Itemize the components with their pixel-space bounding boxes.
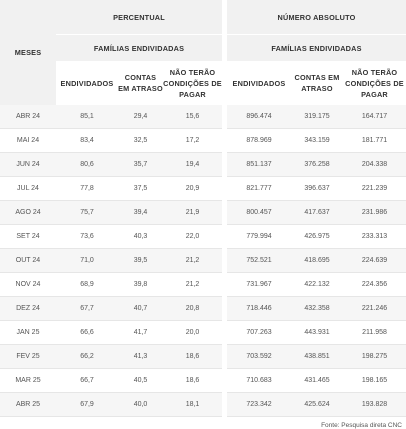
table-row	[0, 225, 406, 249]
cell-pct-nao: 19,4	[163, 153, 223, 177]
cell-pct-end: 85,1	[56, 105, 118, 129]
cell-abs-atraso: 418.695	[291, 249, 343, 273]
cell-mes: ABR 25	[0, 393, 56, 417]
cell-mes: MAR 25	[0, 369, 56, 393]
table-row	[0, 393, 406, 417]
table-row	[0, 153, 406, 177]
cell-pct-atraso: 40,0	[118, 393, 163, 417]
cell-abs-atraso: 319.175	[291, 105, 343, 129]
cell-abs-atraso: 417.637	[291, 201, 343, 225]
table-row	[0, 105, 406, 129]
table-row	[0, 129, 406, 153]
cell-pct-nao: 15,6	[163, 105, 223, 129]
cell-pct-end: 83,4	[56, 129, 118, 153]
cell-abs-atraso: 425.624	[291, 393, 343, 417]
cell-abs-end: 752.521	[227, 249, 291, 273]
cell-abs-atraso: 431.465	[291, 369, 343, 393]
cell-mes: JAN 25	[0, 321, 56, 345]
cell-mes: NOV 24	[0, 273, 56, 297]
cell-abs-nao: 211.958	[343, 321, 406, 345]
cell-pct-atraso: 40,7	[118, 297, 163, 321]
table-body	[0, 105, 406, 417]
cell-abs-nao: 198.165	[343, 369, 406, 393]
cell-pct-atraso: 37,5	[118, 177, 163, 201]
cell-abs-nao: 198.275	[343, 345, 406, 369]
cell-abs-end: 718.446	[227, 297, 291, 321]
col-header-endividados-abs: ENDIVIDADOS	[227, 61, 291, 105]
cell-mes: OUT 24	[0, 249, 56, 273]
percentual-header: PERCENTUAL	[56, 0, 223, 35]
cell-pct-nao: 17,2	[163, 129, 223, 153]
cell-abs-nao: 221.239	[343, 177, 406, 201]
cell-mes: DEZ 24	[0, 297, 56, 321]
cell-abs-atraso: 343.159	[291, 129, 343, 153]
absoluto-header: NÚMERO ABSOLUTO	[227, 0, 406, 35]
cell-abs-nao: 224.356	[343, 273, 406, 297]
cell-mes: FEV 25	[0, 345, 56, 369]
cell-abs-atraso: 426.975	[291, 225, 343, 249]
cell-pct-nao: 20,8	[163, 297, 223, 321]
cell-mes: JUL 24	[0, 177, 56, 201]
cell-pct-end: 73,6	[56, 225, 118, 249]
cell-abs-end: 703.592	[227, 345, 291, 369]
cell-abs-nao: 193.828	[343, 393, 406, 417]
cell-abs-atraso: 443.931	[291, 321, 343, 345]
col-header-endividados-pct: ENDIVIDADOS	[56, 61, 118, 105]
cell-pct-end: 68,9	[56, 273, 118, 297]
cell-pct-nao: 20,9	[163, 177, 223, 201]
col-header-atraso-pct: CONTAS EM ATRASO	[118, 61, 163, 105]
cell-pct-end: 66,2	[56, 345, 118, 369]
cell-abs-nao: 164.717	[343, 105, 406, 129]
cell-abs-nao: 231.986	[343, 201, 406, 225]
col-header-nao-pagar-abs: NÃO TERÃO CONDIÇÕES DE PAGAR	[343, 61, 406, 105]
cell-pct-atraso: 41,3	[118, 345, 163, 369]
cell-abs-end: 896.474	[227, 105, 291, 129]
cell-pct-nao: 18,6	[163, 345, 223, 369]
cell-abs-end: 878.969	[227, 129, 291, 153]
cell-pct-nao: 21,2	[163, 273, 223, 297]
cell-pct-atraso: 39,5	[118, 249, 163, 273]
cell-pct-nao: 21,9	[163, 201, 223, 225]
cell-pct-nao: 18,6	[163, 369, 223, 393]
cell-abs-end: 851.137	[227, 153, 291, 177]
cell-abs-end: 707.263	[227, 321, 291, 345]
cell-abs-end: 800.457	[227, 201, 291, 225]
cell-abs-end: 821.777	[227, 177, 291, 201]
table-row	[0, 345, 406, 369]
cell-pct-end: 77,8	[56, 177, 118, 201]
cell-pct-nao: 20,0	[163, 321, 223, 345]
cell-pct-nao: 21,2	[163, 249, 223, 273]
cell-pct-end: 80,6	[56, 153, 118, 177]
cell-pct-nao: 18,1	[163, 393, 223, 417]
table-row	[0, 249, 406, 273]
table-row	[0, 369, 406, 393]
cell-pct-atraso: 35,7	[118, 153, 163, 177]
cell-pct-end: 66,6	[56, 321, 118, 345]
cell-abs-end: 731.967	[227, 273, 291, 297]
cell-pct-end: 71,0	[56, 249, 118, 273]
cell-pct-end: 67,7	[56, 297, 118, 321]
cell-mes: MAI 24	[0, 129, 56, 153]
cell-abs-atraso: 422.132	[291, 273, 343, 297]
cell-abs-atraso: 438.851	[291, 345, 343, 369]
cell-pct-atraso: 39,8	[118, 273, 163, 297]
cell-pct-end: 66,7	[56, 369, 118, 393]
cell-abs-nao: 221.246	[343, 297, 406, 321]
cell-abs-atraso: 432.358	[291, 297, 343, 321]
table-row	[0, 321, 406, 345]
cell-abs-nao: 181.771	[343, 129, 406, 153]
cell-pct-atraso: 40,3	[118, 225, 163, 249]
source-note: Fonte: Pesquisa direta CNC	[321, 422, 402, 429]
cell-pct-atraso: 41,7	[118, 321, 163, 345]
familias-header-abs: FAMÍLIAS ENDIVIDADAS	[227, 35, 406, 62]
cell-pct-atraso: 39,4	[118, 201, 163, 225]
table-row	[0, 201, 406, 225]
cell-abs-nao: 204.338	[343, 153, 406, 177]
cell-mes: SET 24	[0, 225, 56, 249]
table-row	[0, 273, 406, 297]
cell-pct-end: 67,9	[56, 393, 118, 417]
cell-pct-atraso: 32,5	[118, 129, 163, 153]
cell-pct-atraso: 29,4	[118, 105, 163, 129]
col-header-atraso-abs: CONTAS EM ATRASO	[291, 61, 343, 105]
col-header-nao-pagar-pct: NÃO TERÃO CONDIÇÕES DE PAGAR	[163, 61, 223, 105]
table-row	[0, 297, 406, 321]
cell-pct-nao: 22,0	[163, 225, 223, 249]
cell-pct-end: 75,7	[56, 201, 118, 225]
cell-abs-atraso: 396.637	[291, 177, 343, 201]
cell-mes: AGO 24	[0, 201, 56, 225]
cell-mes: JUN 24	[0, 153, 56, 177]
cell-abs-nao: 224.639	[343, 249, 406, 273]
cell-abs-end: 710.683	[227, 369, 291, 393]
cell-mes: ABR 24	[0, 105, 56, 129]
table-row	[0, 177, 406, 201]
cell-abs-end: 723.342	[227, 393, 291, 417]
cell-abs-end: 779.994	[227, 225, 291, 249]
cell-abs-atraso: 376.258	[291, 153, 343, 177]
meses-header: MESES	[0, 0, 56, 105]
cell-abs-nao: 233.313	[343, 225, 406, 249]
cell-pct-atraso: 40,5	[118, 369, 163, 393]
familias-header-pct: FAMÍLIAS ENDIVIDADAS	[56, 35, 223, 62]
